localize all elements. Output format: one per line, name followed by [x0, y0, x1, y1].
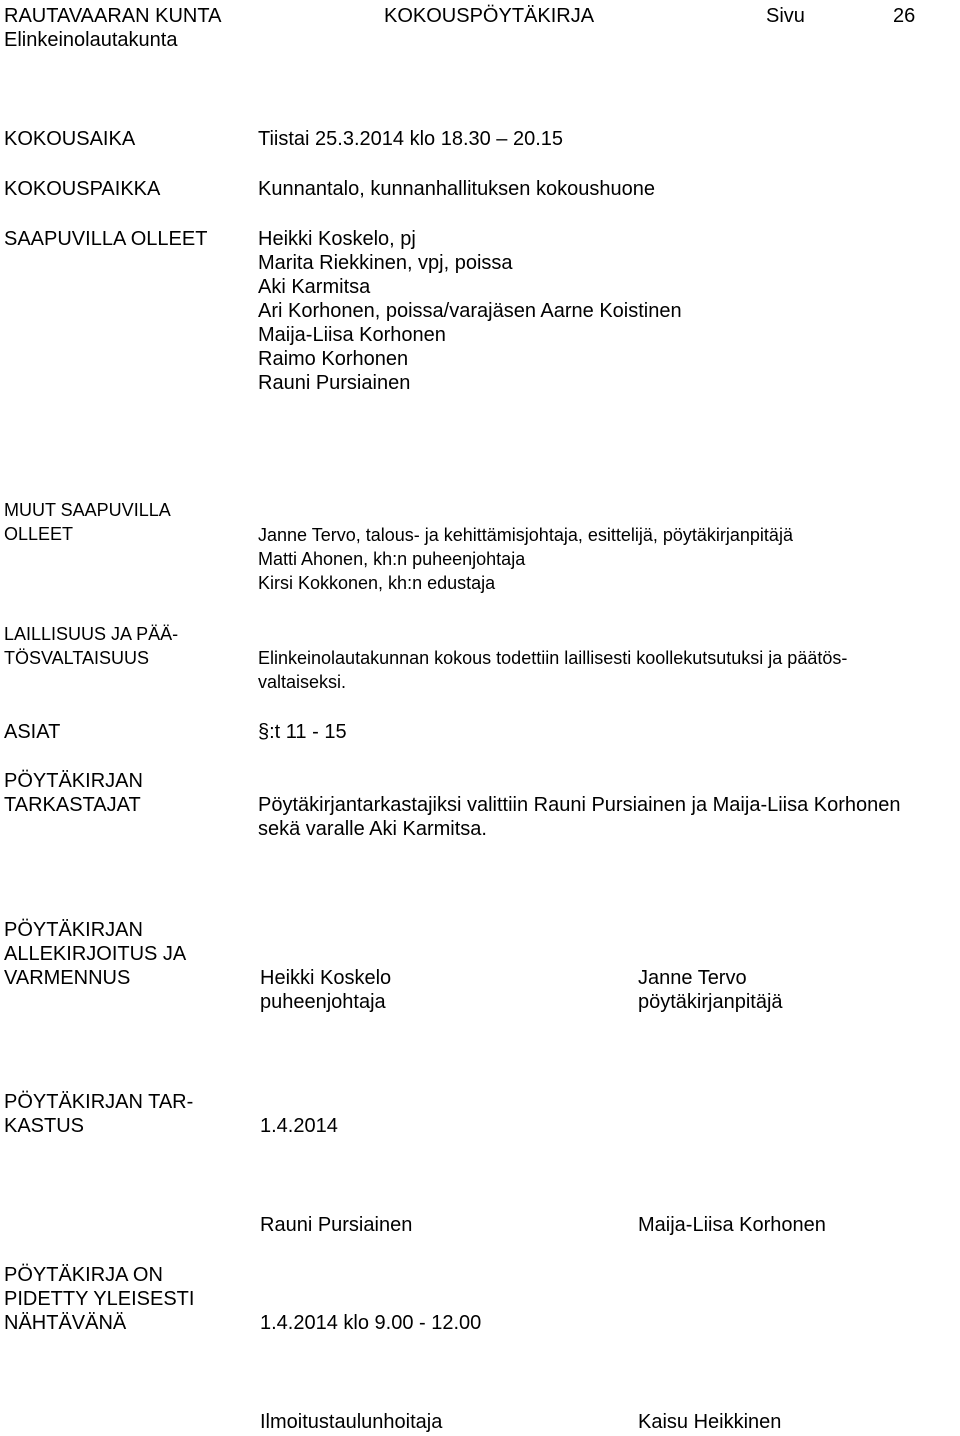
signer-chair — [260, 966, 391, 1014]
body-name: Elinkeinolautakunta — [4, 29, 178, 51]
doc-type: KOKOUSPÖYTÄKIRJA — [384, 5, 595, 27]
quorum-label — [4, 622, 178, 670]
others-label — [4, 498, 171, 546]
display-name: Kaisu Heikkinen — [638, 1411, 782, 1433]
display-label-line: PÖYTÄKIRJA ON — [4, 1264, 163, 1286]
quorum-text-line: Elinkeinolautakunnan kokous todettiin laillisesti koollekutsutuksi ja päätös- — [258, 648, 848, 668]
review-label — [4, 1090, 193, 1138]
checkers-label-line: PÖYTÄKIRJAN — [4, 770, 143, 792]
quorum-text — [258, 646, 847, 694]
org-name: RAUTAVAARAN KUNTA — [4, 5, 222, 27]
review-label-line: KASTUS — [4, 1115, 85, 1137]
display-label — [4, 1263, 194, 1335]
page-number: 26 — [893, 5, 916, 27]
signer-role: puheenjohtaja — [260, 991, 386, 1013]
present-label: SAAPUVILLA OLLEET — [4, 228, 208, 250]
quorum-text-line: valtaiseksi. — [258, 672, 347, 692]
meeting-place-label: KOKOUSPAIKKA — [4, 178, 161, 200]
signer-name: Janne Tervo — [638, 967, 747, 989]
list-item: Kirsi Kokkonen, kh:n edustaja — [258, 573, 496, 593]
others-label-line: OLLEET — [4, 524, 74, 544]
signer-role: pöytäkirjanpitäjä — [638, 991, 783, 1013]
display-label-line: NÄHTÄVÄNÄ — [4, 1312, 127, 1334]
others-label-line: MUUT SAAPUVILLA — [4, 500, 171, 520]
signing-label-line: VARMENNUS — [4, 967, 131, 989]
page-label: Sivu — [766, 5, 805, 27]
list-item: Matti Ahonen, kh:n puheenjohtaja — [258, 549, 526, 569]
signer-secretary — [638, 966, 783, 1014]
signing-label-line: PÖYTÄKIRJAN — [4, 919, 143, 941]
review-checker-1: Rauni Pursiainen — [260, 1214, 413, 1236]
items-label: ASIAT — [4, 721, 61, 743]
review-date: 1.4.2014 — [260, 1115, 338, 1137]
items-value: §:t 11 - 15 — [258, 721, 347, 743]
list-item: Rauni Pursiainen — [258, 372, 411, 394]
list-item: Heikki Koskelo, pj — [258, 228, 416, 250]
present-list — [258, 227, 682, 395]
signing-label — [4, 918, 186, 990]
checkers-text-line: Pöytäkirjantarkastajiksi valittiin Rauni Pursiainen ja Maija-Liisa Korhonen — [258, 794, 901, 816]
list-item: Marita Riekkinen, vpj, poissa — [258, 252, 513, 274]
list-item: Maija-Liisa Korhonen — [258, 324, 446, 346]
meeting-place-value: Kunnantalo, kunnanhallituksen kokoushuone — [258, 178, 655, 200]
list-item: Ari Korhonen, poissa/varajäsen Aarne Koistinen — [258, 300, 682, 322]
review-checker-2: Maija-Liisa Korhonen — [638, 1214, 826, 1236]
checkers-text-line: sekä varalle Aki Karmitsa. — [258, 818, 487, 840]
signing-label-line: ALLEKIRJOITUS JA — [4, 943, 187, 965]
display-role: Ilmoitustaulunhoitaja — [260, 1411, 443, 1433]
review-label-line: PÖYTÄKIRJAN TAR- — [4, 1091, 194, 1113]
meeting-time-value: Tiistai 25.3.2014 klo 18.30 – 20.15 — [258, 128, 564, 150]
quorum-label-line: TÖSVALTAISUUS — [4, 648, 150, 668]
checkers-label — [4, 769, 143, 817]
others-list — [258, 523, 793, 595]
display-label-line: PIDETTY YLEISESTI — [4, 1288, 195, 1310]
quorum-label-line: LAILLISUUS JA PÄÄ- — [4, 624, 179, 644]
meeting-time-label: KOKOUSAIKA — [4, 128, 136, 150]
checkers-label-line: TARKASTAJAT — [4, 794, 141, 816]
checkers-text — [258, 793, 901, 841]
list-item: Raimo Korhonen — [258, 348, 409, 370]
signer-name: Heikki Koskelo — [260, 967, 392, 989]
display-value: 1.4.2014 klo 9.00 - 12.00 — [260, 1312, 482, 1334]
list-item: Aki Karmitsa — [258, 276, 371, 298]
list-item: Janne Tervo, talous- ja kehittämisjohtaja, esittelijä, pöytäkirjanpitäjä — [258, 525, 793, 545]
